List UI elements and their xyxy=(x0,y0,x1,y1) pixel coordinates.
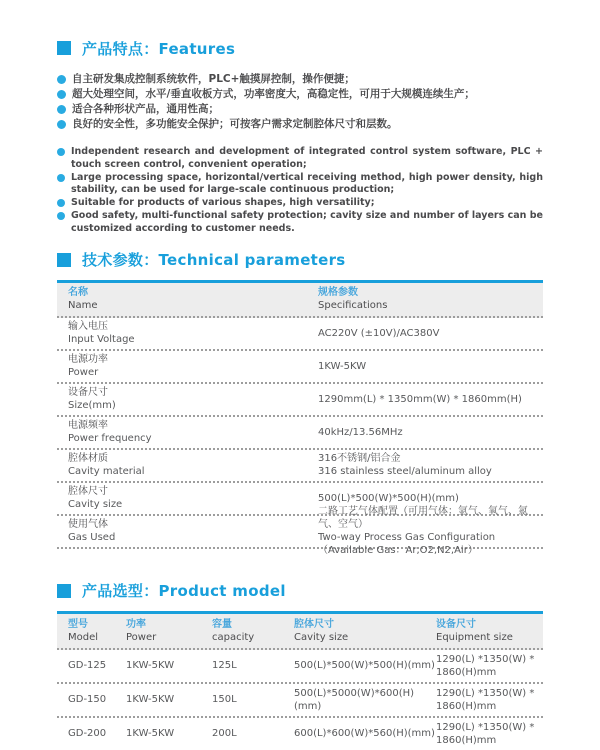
feature-text: 良好的安全性，多功能安全保护；可按客户需求定制腔体尺寸和层数。 xyxy=(72,118,398,130)
features-list-en xyxy=(57,146,543,236)
feature-text: Good safety, multi-functional safety protection; cavity size and number of layers can be customized according to customer needs. xyxy=(71,209,543,234)
feature-text: 自主研发集成控制系统软件，PLC+触摸屏控制，操作便捷； xyxy=(72,73,355,85)
features-list-cn xyxy=(57,72,543,132)
section-marker-icon xyxy=(57,41,71,55)
feature-text: Large processing space, horizontal/vertical receiving method, high power density, high stability, can be used for large-scale continuous production; xyxy=(71,171,543,196)
header-cell-specifications: 规格参数 Specifications xyxy=(318,287,388,312)
cell-capacity: 150L xyxy=(212,694,237,706)
model-section-header xyxy=(57,581,543,601)
cell-equipment-size: 1290(L) *1350(W) * 1860(H)mm xyxy=(436,687,535,712)
row-value: 500(L)*500(W)*500(H)(mm) xyxy=(318,492,459,504)
feature-bullet-cn xyxy=(57,87,543,102)
model-section-title: 产品选型：Product model xyxy=(82,582,286,601)
features-section-title: 产品特点：Features xyxy=(82,39,236,58)
bullet-icon xyxy=(57,120,66,129)
table-row xyxy=(57,650,543,684)
table-row xyxy=(57,506,543,557)
cell-capacity: 125L xyxy=(212,660,237,672)
row-value: AC220V (±10V)/AC380V xyxy=(318,327,440,339)
features-section-header xyxy=(57,38,543,58)
row-label: 腔体尺寸 Cavity size xyxy=(68,486,123,511)
cell-capacity: 200L xyxy=(212,728,237,740)
table-row xyxy=(57,450,543,483)
bullet-icon xyxy=(57,90,66,99)
row-value: 316不锈钢/铝合金 316 stainless steel/aluminum alloy xyxy=(318,453,492,478)
product-model-table xyxy=(57,611,543,750)
cell-model: GD-125 xyxy=(68,660,107,672)
feature-bullet-cn xyxy=(57,72,543,87)
feature-bullet-cn xyxy=(57,117,543,132)
cell-power: 1KW-5KW xyxy=(126,660,175,672)
table-row xyxy=(57,318,543,351)
cell-cavity-size: 500(L)*5000(W)*600(H)(mm) xyxy=(294,687,415,712)
cell-cavity-size: 500(L)*500(W)*500(H)(mm) xyxy=(294,660,435,672)
header-cell-power: 功率 Power xyxy=(126,618,157,643)
cell-equipment-size: 1290(L) *1350(W) * 1860(H)mm xyxy=(436,653,535,678)
table-row xyxy=(57,351,543,384)
bullet-icon xyxy=(57,174,65,182)
table-row xyxy=(57,718,543,750)
row-label: 电源频率 Power frequency xyxy=(68,420,152,445)
technical-section-title: 技术参数：Technical parameters xyxy=(82,251,346,270)
row-label: 输入电压 Input Voltage xyxy=(68,321,135,346)
model-table-header xyxy=(57,614,543,650)
table-row xyxy=(57,417,543,450)
header-cell-equipment-size: 设备尺寸 Equipment size xyxy=(436,618,513,643)
feature-text: 超大处理空间，水平/垂直收板方式，功率密度大，高稳定性，可用于大规模连续生产； xyxy=(72,88,475,100)
table-row xyxy=(57,684,543,718)
feature-bullet-en xyxy=(57,172,543,198)
feature-text: 适合各种形状产品，通用性高； xyxy=(72,103,219,115)
feature-bullet-en xyxy=(57,197,543,210)
row-value: 二路工艺气体配置（可用气体：氩气、氧气、氮气、空气） Two-way Process Gas Configuration（Available Gas：Ar,O2,N2,Air） xyxy=(318,506,528,557)
header-cell-cavity-size: 腔体尺寸 Cavity size xyxy=(294,618,349,643)
row-label: 设备尺寸 Size(mm) xyxy=(68,387,116,412)
feature-bullet-en xyxy=(57,210,543,236)
feature-bullet-en xyxy=(57,146,543,172)
bullet-icon xyxy=(57,105,66,114)
header-cell-name: 名称 Name xyxy=(68,287,98,312)
bullet-icon xyxy=(57,148,65,156)
row-label: 使用气体 Gas Used xyxy=(68,519,116,544)
cell-model: GD-150 xyxy=(68,694,107,706)
row-label: 腔体材质 Cavity material xyxy=(68,453,145,478)
bullet-icon xyxy=(57,212,65,220)
row-value: 1KW-5KW xyxy=(318,360,367,372)
cell-cavity-size: 600(L)*600(W)*560(H)(mm) xyxy=(294,728,435,740)
bullet-icon xyxy=(57,199,65,207)
technical-parameters-table xyxy=(57,280,543,557)
feature-text: Independent research and development of integrated control system software, PLC + touch screen control, convenient operation; xyxy=(71,146,543,170)
row-value: 40kHz/13.56MHz xyxy=(318,426,403,438)
bullet-icon xyxy=(57,75,66,84)
table-row xyxy=(57,384,543,417)
feature-text: Suitable for products of various shapes, high versatility; xyxy=(71,197,375,209)
row-label: 电源功率 Power xyxy=(68,354,108,379)
section-marker-icon xyxy=(57,253,71,267)
feature-bullet-cn xyxy=(57,102,543,117)
cell-equipment-size: 1290(L) *1350(W) * 1860(H)mm xyxy=(436,721,535,746)
technical-section-header xyxy=(57,250,543,270)
technical-table-header xyxy=(57,283,543,318)
cell-power: 1KW-5KW xyxy=(126,728,175,740)
header-cell-model: 型号 Model xyxy=(68,618,99,643)
section-marker-icon xyxy=(57,584,71,598)
cell-model: GD-200 xyxy=(68,728,107,740)
header-cell-capacity: 容量 capacity xyxy=(212,618,255,643)
row-value: 1290mm(L) * 1350mm(W) * 1860mm(H) xyxy=(318,393,522,405)
cell-power: 1KW-5KW xyxy=(126,694,175,706)
